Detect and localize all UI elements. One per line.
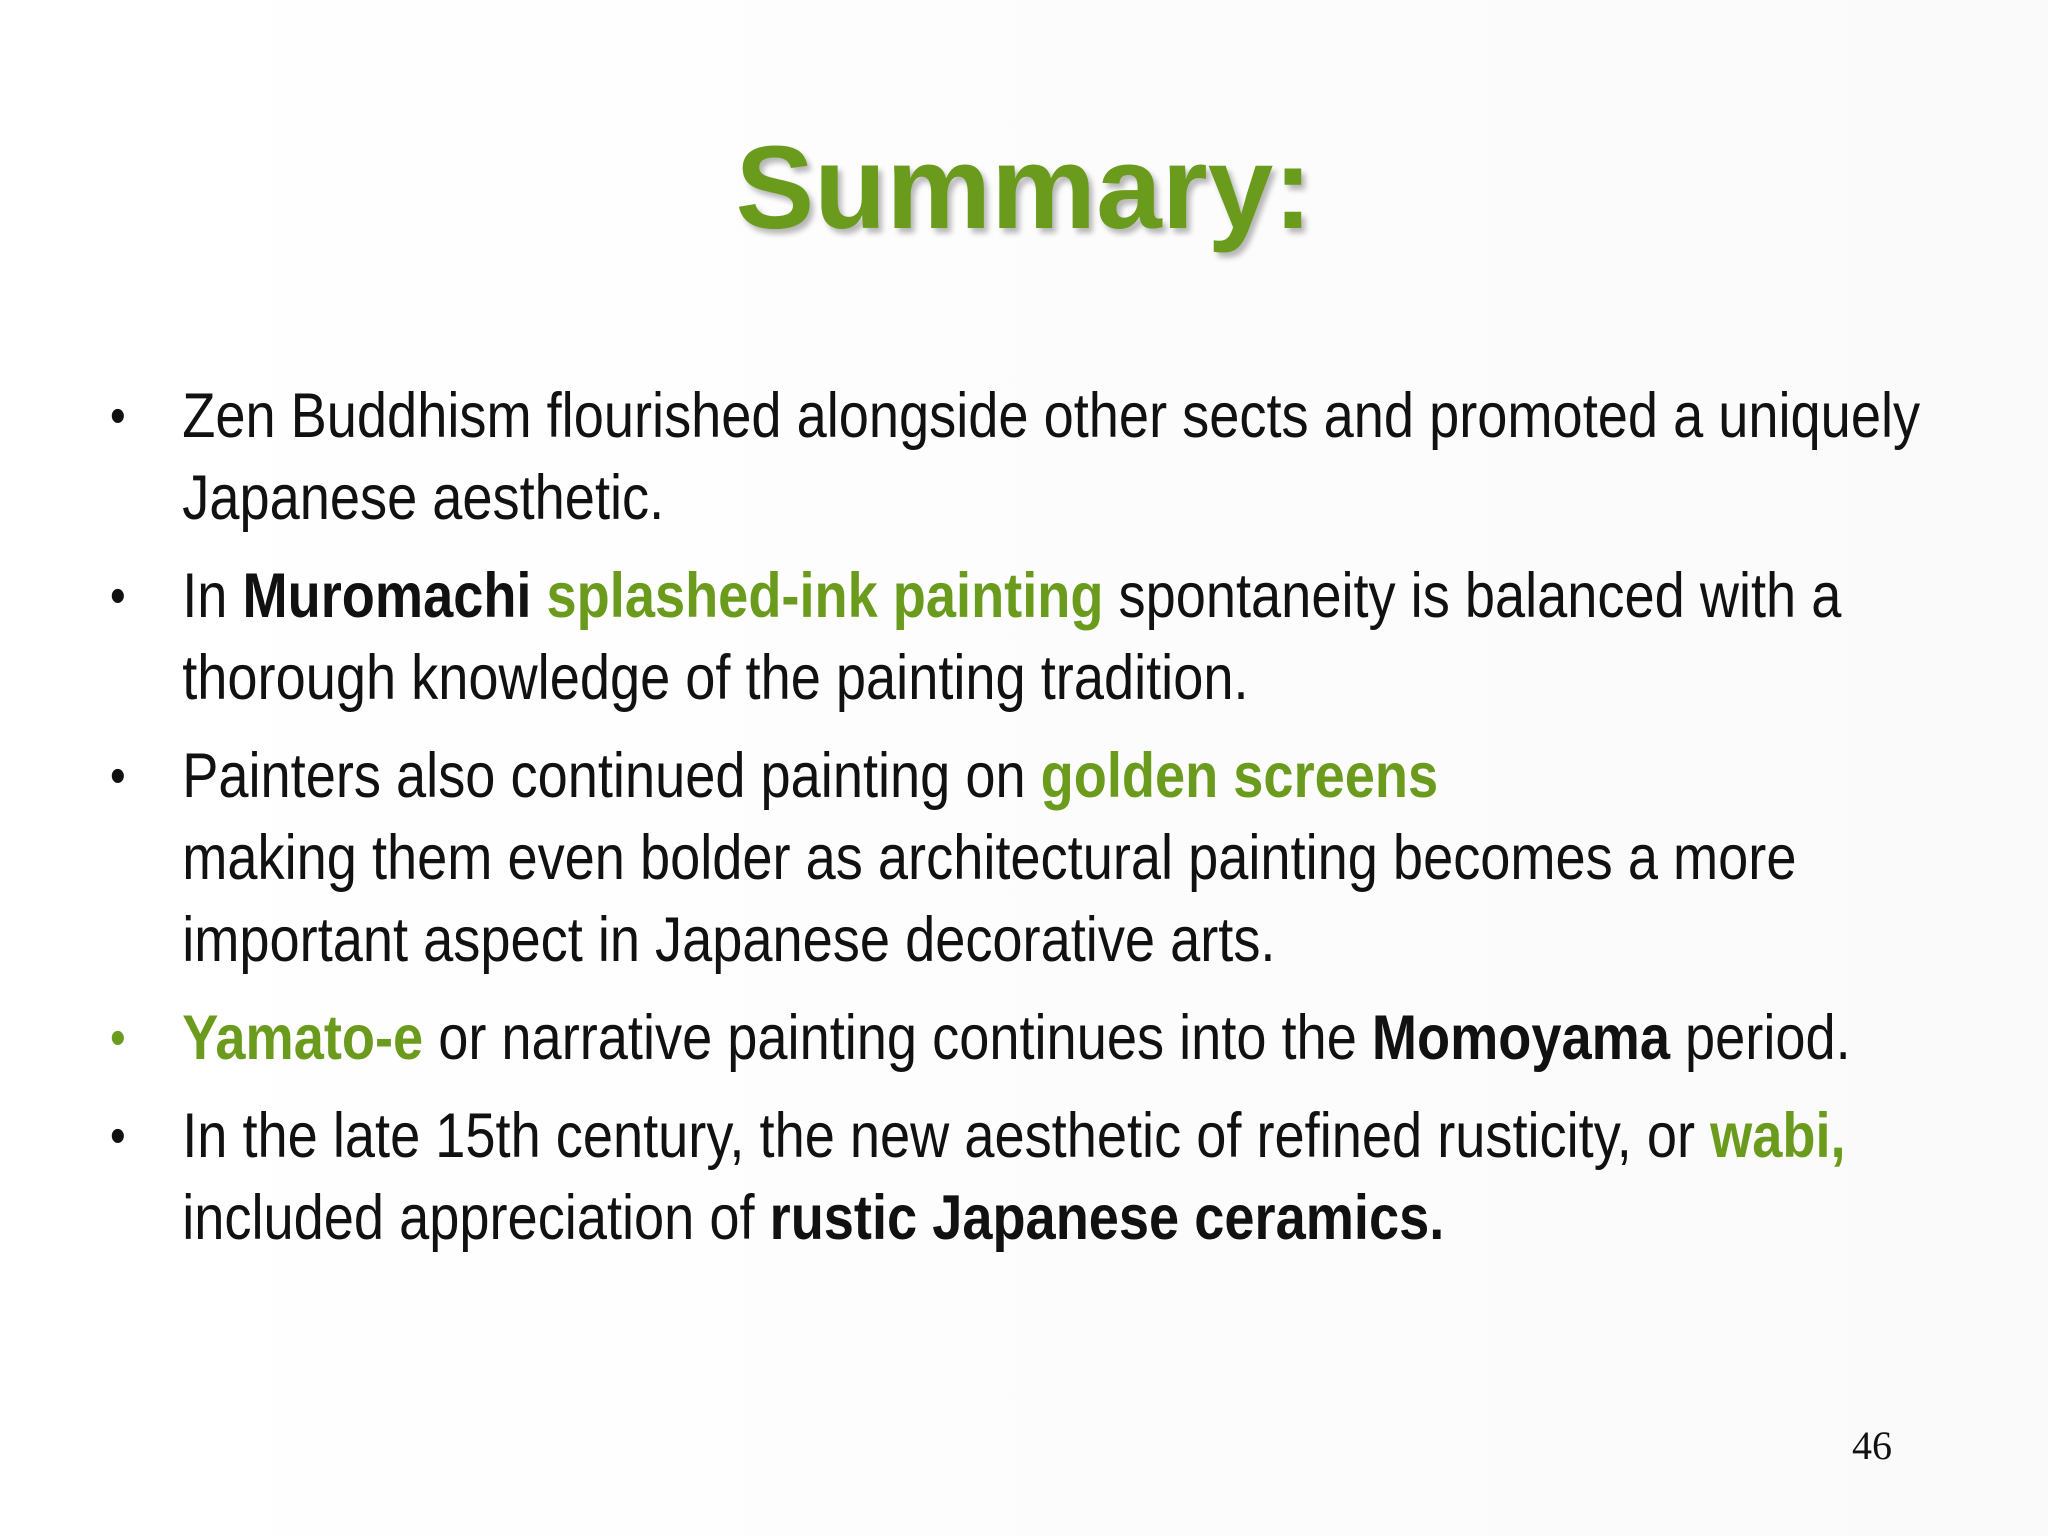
term-yamato-e: Yamato-e (182, 1003, 424, 1073)
list-item (110, 375, 2031, 539)
bullet-list (110, 375, 2010, 1275)
term-splashed-ink-painting: splashed-ink painting (546, 561, 1104, 631)
term-wabi: wabi, (1710, 1101, 1846, 1171)
bullet-dot-icon: • (110, 1107, 126, 1165)
bullet-dot-icon: • (110, 1009, 126, 1067)
list-item (110, 997, 2031, 1079)
bullet-dot-icon: • (110, 747, 126, 805)
bullet-text: or narrative painting continues into the (423, 1003, 1372, 1073)
term-golden-screens: golden screens (1040, 741, 1439, 811)
bullet-text: Painters also continued painting on (182, 741, 1041, 811)
bullet-text: included appreciation of (182, 1183, 770, 1253)
list-item (110, 555, 2031, 719)
bullet-text: In the late 15th century, the new aesthetic of refined rusticity, or (182, 1101, 1711, 1171)
bullet-text: spontaneity is balanced with a thorough knowledge of the painting tradition. (182, 561, 1842, 713)
term-muromachi: Muromachi (242, 561, 532, 631)
term-rustic-japanese-ceramics: rustic Japanese ceramics. (769, 1183, 1445, 1253)
list-item (110, 735, 2031, 981)
bullet-text: Zen Buddhism flourished alongside other sects and promoted a uniquely Japanese aesthetic. (182, 381, 1921, 533)
slide-title: Summary: (735, 122, 1313, 254)
bullet-text: period. (1669, 1003, 1851, 1073)
bullet-dot-icon: • (110, 387, 126, 445)
list-item (110, 1095, 2031, 1259)
term-momoyama: Momoyama (1371, 1003, 1670, 1073)
bullet-text: making them even bolder as architectural painting becomes a more important aspect in Japanese decorative arts. (182, 823, 1797, 975)
page-number: 46 (1852, 1423, 1892, 1468)
bullet-text: In (182, 561, 243, 631)
bullet-dot-icon: • (110, 567, 126, 625)
bullet-text (531, 561, 546, 631)
